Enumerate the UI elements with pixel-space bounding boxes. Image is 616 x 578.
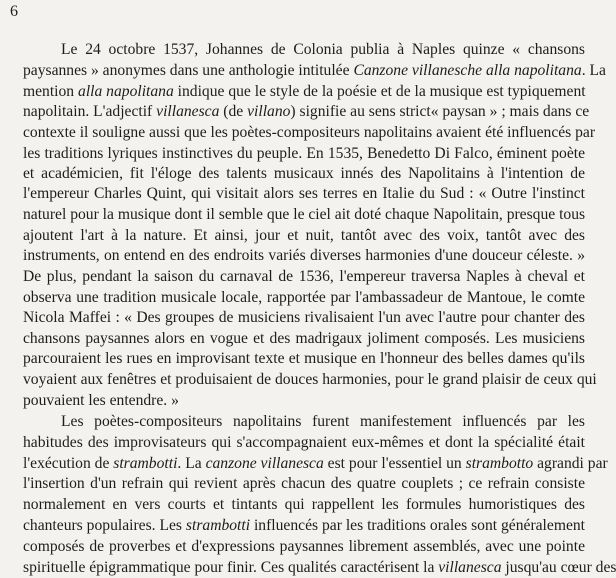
text-line [23, 495, 585, 515]
text-run: normalement en vers courts et tintants qui rappellent les formules humoristiques des [23, 496, 585, 513]
text-line [23, 516, 585, 536]
italic-term: strambotti [186, 517, 250, 534]
text-line [23, 454, 585, 474]
text-run: jusqu'au cœur des [502, 559, 616, 576]
text-run: paysannes » anonymes dans une anthologie intitulée [23, 62, 353, 79]
italic-term: Canzone villanesche alla napolitana [353, 62, 581, 79]
text-line [23, 412, 585, 432]
text-run: agrandi par [533, 455, 607, 472]
text-line [23, 123, 585, 143]
text-line [23, 537, 585, 557]
text-run: napolitain. L'adjectif [23, 103, 156, 120]
text-run: Le 24 octobre 1537, Johannes de Colonia publia à Naples quinze « chansons [61, 41, 585, 58]
text-run: l'empereur Charles Quint, qui visitait alors ses terres en Italie du Sud : « Outre l'instinct [23, 185, 585, 202]
italic-term: alla napolitana [78, 83, 174, 100]
text-line [23, 391, 585, 411]
text-line [23, 226, 585, 246]
italic-term: strambotti [113, 455, 177, 472]
text-run: l'insertion d'un refrain qui revient après chacun des quatre couplets ; ce refrain consiste [23, 475, 585, 492]
text-run: De plus, pendant la saison du carnaval de 1536, l'empereur traversa Naples à cheval et [23, 268, 585, 285]
text-line [23, 164, 585, 184]
text-run: est pour l'essentiel un [324, 455, 466, 472]
text-run: . La [582, 62, 606, 79]
text-run: chanteurs populaires. Les [23, 517, 186, 534]
text-line [23, 349, 585, 369]
text-run: observa une tradition musicale locale, rapportée par l'ambassadeur de Mantoue, le comte [23, 289, 585, 306]
text-run: . La [177, 455, 205, 472]
text-run: ajoutent l'art à la nature. Et ainsi, jour et nuit, tantôt avec des voix, tantôt avec des [23, 227, 585, 244]
text-run: chansons paysannes alors en vogue et des madrigaux joliment composés. Les musiciens [23, 330, 585, 347]
italic-term: villanesca [156, 103, 219, 120]
text-line [23, 40, 585, 60]
text-line [23, 82, 585, 102]
text-line [23, 144, 585, 164]
text-run: l'exécution de [23, 455, 113, 472]
text-line [23, 370, 585, 390]
italic-term: strambotto [466, 455, 534, 472]
text-run: Les poètes-compositeurs napolitains furent manifestement influencés par les [61, 413, 585, 430]
text-run: habitudes des improvisateurs qui s'accompagnaient eux-mêmes et dont la spécialité était [23, 434, 585, 451]
italic-term: villanesca [438, 559, 501, 576]
italic-term: villano [247, 103, 290, 120]
text-run: naturel pour la musique dont il semble que le ciel ait doté chaque Napolitain, presque tous [23, 206, 585, 223]
text-run: (de [219, 103, 247, 120]
text-run: les traditions lyriques instinctives du peuple. En 1535, Benedetto Di Falco, éminent poète [23, 145, 585, 162]
text-line [23, 433, 585, 453]
text-run: indique que le style de la poésie et de la musique est typiquement [174, 83, 586, 100]
text-run: spirituelle épigrammatique pour finir. Ces qualités caractérisent la [23, 559, 438, 576]
text-line [23, 267, 585, 287]
text-run: ) signifie au sens strict« paysan » ; mais dans ce [290, 103, 589, 120]
text-run: et académicien, fit l'éloge des talents musicaux innés des Napolitains à l'intention de [23, 165, 585, 182]
text-run: contexte il souligne aussi que les poètes-compositeurs napolitains avaient été influencés par [23, 124, 595, 141]
text-run: Nicola Maffei : « Des groupes de musiciens rivalisaient l'un avec l'autre pour chanter des [23, 309, 585, 326]
text-line [23, 329, 585, 349]
italic-term: canzone villanesca [206, 455, 324, 472]
text-run: composés de proverbes et d'expressions paysannes librement assemblés, avec une pointe [23, 538, 585, 555]
text-line [23, 205, 585, 225]
text-line [23, 308, 585, 328]
text-run: influencés par les traditions orales sont généralement [250, 517, 585, 534]
text-run: mention [23, 83, 78, 100]
text-line [23, 184, 585, 204]
text-run: instruments, on entend en des endroits variés diverses harmonies d'une douceur céleste. » [23, 247, 585, 264]
page-number: 6 [10, 3, 18, 21]
text-line [23, 558, 585, 578]
text-line [23, 246, 585, 266]
text-line [23, 474, 585, 494]
text-run: parcouraient les rues en improvisant texte et musique en l'honneur des belles dames qu'ils [23, 350, 585, 367]
text-run: pouvaient les entendre. » [23, 392, 179, 409]
text-line [23, 288, 585, 308]
text-run: voyaient aux fenêtres et produisaient de douces harmonies, pour le grand plaisir de ceux qui [23, 371, 597, 388]
text-line [23, 102, 585, 122]
text-line [23, 61, 585, 81]
